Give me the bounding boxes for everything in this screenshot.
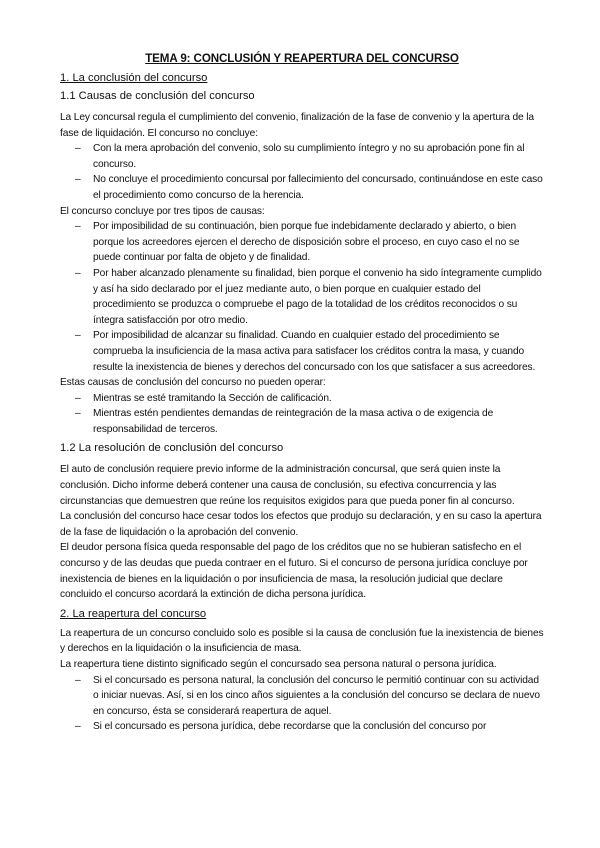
list-item: – Por haber alcanzado plenamente su finalidad, bien porque el convenio ha sido íntegramente cumplido y así ha sido declarado por el juez mediante auto, o bien porque en cualquier estado del procedimiento se produzca o compruebe el pago de la totalidad de los créditos reconocidos o su íntegra satisfacción por otro medio. [75, 267, 542, 326]
dash-bullet: – [75, 330, 81, 342]
dash-bullet: – [75, 267, 81, 279]
document-page [60, 52, 544, 735]
section-2-heading: 2. La reapertura del concurso [60, 607, 207, 620]
list-item: – Si el concursado es persona natural, la conclusión del concurso le permitió continuar con su actividad o iniciar nuevas. Así, si en los cinco años siguientes a la conclusión del concurso se declara de nuevo en concurso, ésta se considerará reapertura de aquel. [75, 674, 540, 717]
dash-bullet: – [75, 721, 81, 733]
list-item: – Por imposibilidad de su continuación, bien porque fue indebidamente declarado y abierto, o bien porque los acreedores ejercen el derecho de disposición sobre el proceso, en cuyo caso el no se puede continuar por falta de objeto y de finalidad. [75, 221, 520, 264]
intro-paragraph: La Ley concursal regula el cumplimiento del convenio, finalización de la fase de convenio y la apertura de la fase de liquidación. El concurso no concluye: [60, 112, 534, 139]
paragraph: La reapertura tiene distinto significado según el concursado sea persona natural o persona jurídica. [60, 659, 497, 670]
list-item: – Mientras estén pendientes demandas de reintegración de la masa activa o de exigencia de responsabilidad de terceros. [75, 408, 494, 435]
paragraph: La conclusión del concurso hace cesar todos los efectos que produjo su declaración, y en su caso la apertura de la fase de liquidación o la aprobación del convenio. [60, 511, 542, 538]
list-item: – Con la mera aprobación del convenio, solo su cumplimiento íntegro y no su aprobación pone fin al concurso. [75, 143, 525, 170]
causas-intro: El concurso concluye por tres tipos de causas: [60, 205, 265, 217]
section-1-1-heading: 1.1 Causas de conclusión del concurso [60, 90, 255, 102]
no-operar-list [60, 391, 544, 438]
dash-bullet: – [75, 408, 81, 420]
paragraph: El auto de conclusión requiere previo informe de la administración concursal, que será quien inste la conclusión. Dicho informe deberá contener una causa de conclusión, su efectiva concurrencia y las circunstancias que demuestren que reúne los requisitos exigidos para que pueda poner fin al concurso. [60, 464, 515, 507]
dash-bullet: – [75, 392, 81, 404]
list-item: – Si el concursado es persona jurídica, debe recordarse que la conclusión del concurso por [60, 719, 544, 735]
no-concluye-list [60, 141, 544, 203]
dash-bullet: – [75, 221, 81, 233]
reapertura-list [60, 673, 544, 735]
section-1-2-heading: 1.2 La resolución de conclusión del concurso [60, 442, 284, 455]
document-title: TEMA 9: CONCLUSIÓN Y REAPERTURA DEL CONCURSO [145, 52, 459, 65]
list-item: – No concluye el procedimiento concursal por fallecimiento del concursado, continuándose en este caso el procedimiento como concurso de la herencia. [75, 174, 543, 201]
dash-bullet: – [75, 143, 81, 155]
dash-bullet: – [75, 674, 81, 686]
causas-list [60, 219, 544, 375]
section-1-heading: 1. La conclusión del concurso [60, 72, 208, 84]
paragraph: El deudor persona física queda responsable del pago de los créditos que no se hubieran satisfecho en el concurso y de las deudas que pueda contraer en el futuro. Si el concurso de persona jurídica concluye por inexistencia de bienes en la liquidación o por insuficiencia de masa, la resolución judicial que declare concluido el concurso acordará la extinción de dicha persona jurídica. [60, 542, 528, 601]
list-item: – Mientras se esté tramitando la Sección de calificación. [60, 391, 544, 407]
dash-bullet: – [75, 174, 81, 186]
no-operar-intro: Estas causas de conclusión del concurso no pueden operar: [60, 377, 326, 389]
list-item: – Por imposibilidad de alcanzar su finalidad. Cuando en cualquier estado del procedimiento se comprueba la insuficiencia de la masa activa para satisfacer los créditos contra la masa, y cuando resulte la inexistencia de bienes y derechos del concursado con los que satisfacer a sus acreedores. [75, 330, 536, 373]
paragraph: La reapertura de un concurso concluido solo es posible si la causa de conclusión fue la inexistencia de bienes y derechos en la liquidación o la insuficiencia de masa. [60, 627, 544, 655]
